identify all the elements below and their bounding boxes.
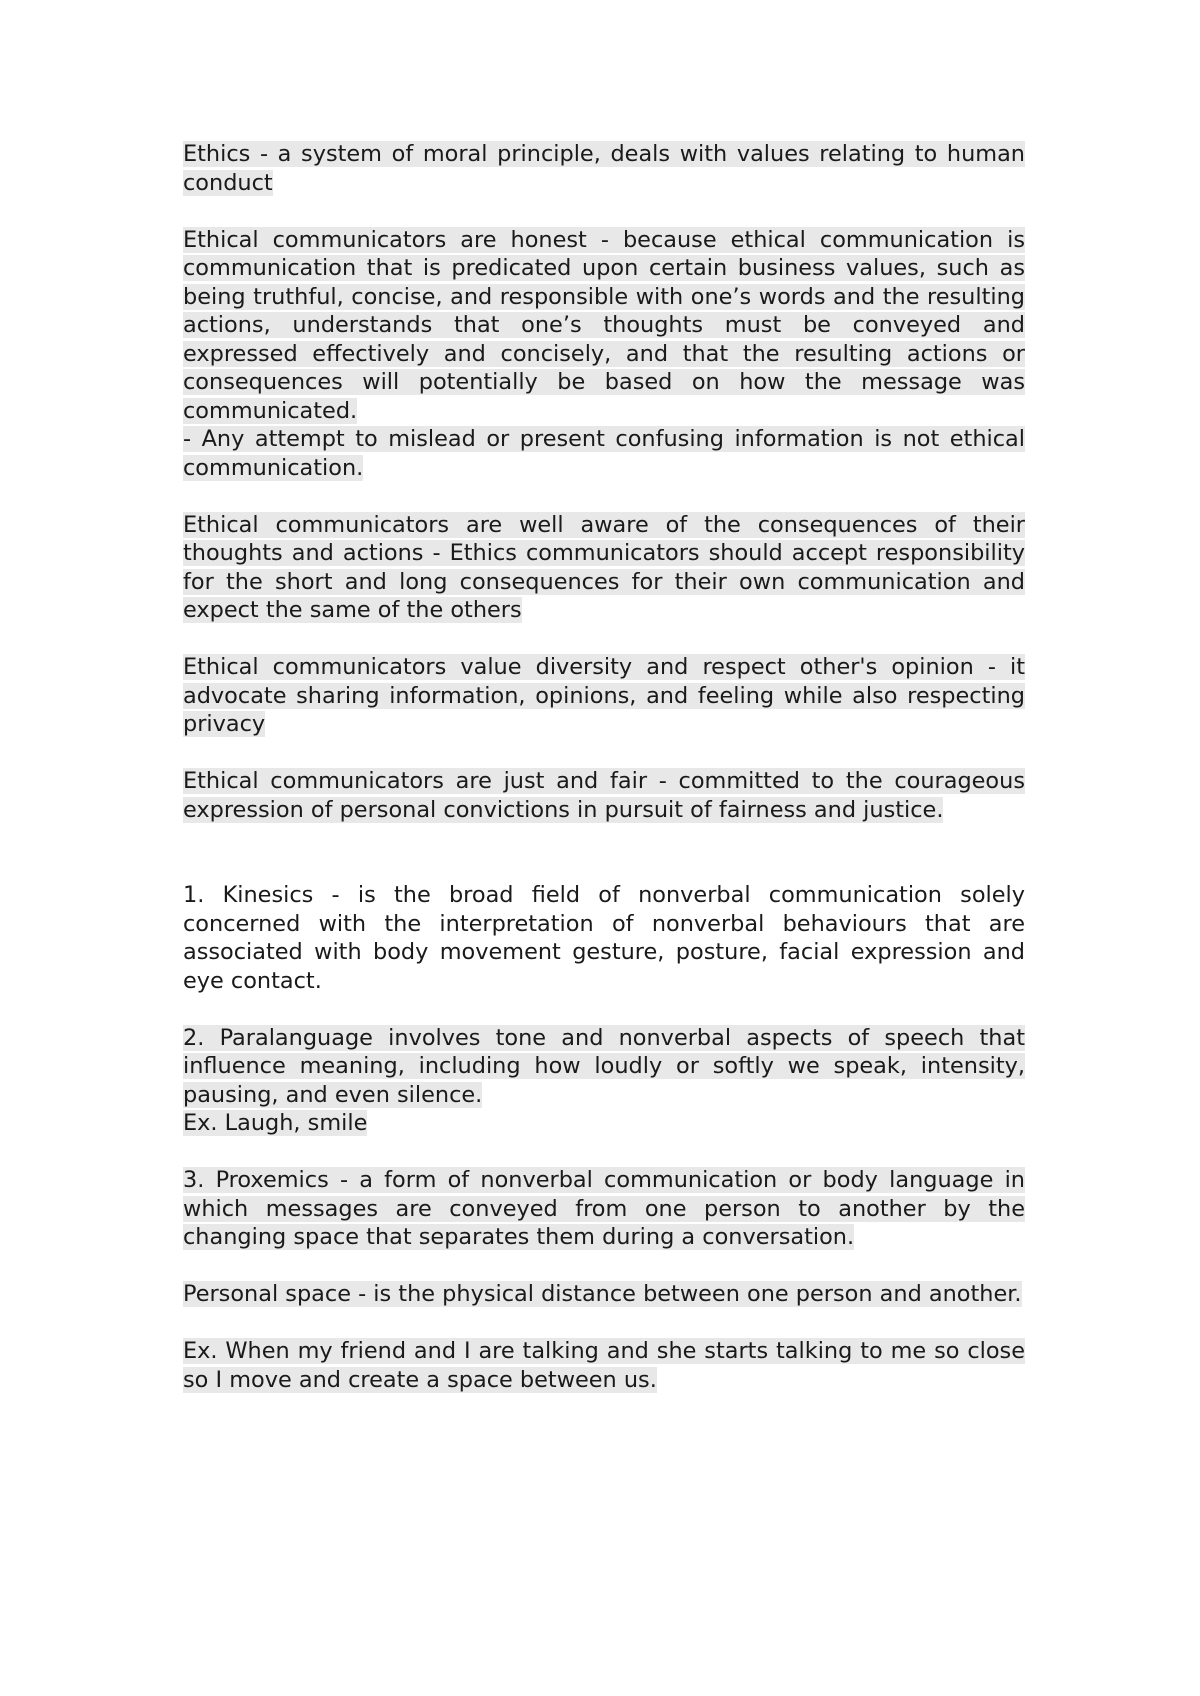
paragraph-mislead: - Any attempt to mislead or present confusing information is not ethical communication. [183,426,1025,481]
paragraph-personal-space-example: Ex. When my friend and I are talking and she starts talking to me so close so I move and create a space between us. [183,1338,1025,1393]
paragraph-just-fair: Ethical communicators are just and fair - committed to the courageous expression of personal convictions in pursuit of fairness and justice. [183,768,1025,823]
paragraph-kinesics: 1. Kinesics - is the broad field of nonverbal communication solely concerned with the interpretation of nonverbal behaviours that are associated with body movement gesture, posture, facial expression and eye contact. [183,882,1025,994]
paragraph-proxemics: 3. Proxemics - a form of nonverbal communication or body language in which messages are conveyed from one person to another by the changing space that separates them during a conversation. [183,1167,1025,1250]
paragraph-personal-space: Personal space - is the physical distance between one person and another. [183,1281,1022,1307]
paragraph-honest: Ethical communicators are honest - because ethical communication is communication that is predicated upon certain business values, such as being truthful, concise, and responsible with one’s words and the resulting actions, understands that one’s thoughts must be conveyed and expressed effectively and concisely, and that the resulting actions or consequences will potentially be based on how the message was communicated. [183,226,1025,424]
paragraph-paralanguage: 2. Paralanguage involves tone and nonverbal aspects of speech that influence meaning, including how loudly or softly we speak, intensity, pausing, and even silence. [183,1024,1025,1108]
paragraph-paralanguage-example: Ex. Laugh, smile [183,1110,368,1136]
document-body [183,140,1025,1423]
paragraph-consequences: Ethical communicators are well aware of the consequences of their thoughts and actions - Ethics communicators should accept responsibility for the short and long consequences for their own communication and expect the same of the others [183,511,1025,623]
paragraph-diversity: Ethical communicators value diversity and respect other's opinion - it advocate sharing information, opinions, and feeling while also respecting privacy [183,654,1025,737]
paragraph-ethics-definition: Ethics - a system of moral principle, deals with values relating to human conduct [183,141,1025,196]
